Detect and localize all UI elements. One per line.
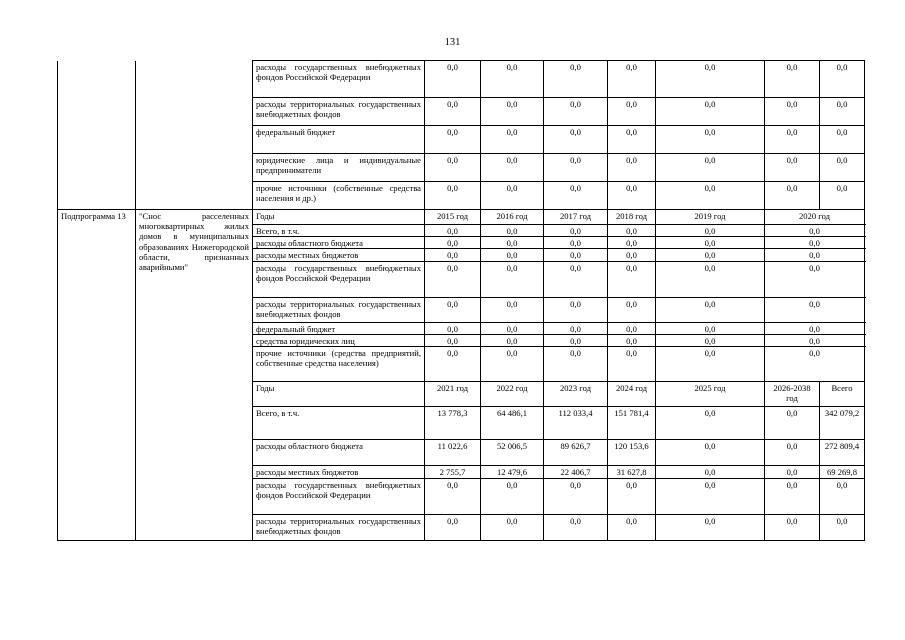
- value-cell: 0,0: [481, 334, 544, 346]
- value-cell: 0,0: [544, 154, 608, 182]
- value-cell: 0,0: [656, 261, 765, 297]
- value-cell: 0,0: [820, 61, 865, 98]
- row-label: расходы областного бюджета: [253, 440, 425, 466]
- year-header: 2020 год: [765, 210, 865, 225]
- value-cell: 0,0: [425, 322, 481, 334]
- value-cell: 0,0: [481, 515, 544, 541]
- empty-cell: [58, 98, 136, 126]
- value-cell: 11 022,6: [425, 440, 481, 466]
- row-label: средства юридических лиц: [253, 334, 425, 346]
- row-label: Всего, в т.ч.: [253, 225, 425, 237]
- value-cell: 0,0: [608, 479, 656, 515]
- value-cell: 0,0: [544, 322, 608, 334]
- page-number: 131: [444, 37, 461, 48]
- value-cell: 0,0: [608, 322, 656, 334]
- value-cell: 0,0: [544, 237, 608, 249]
- year-header: 2019 год: [656, 210, 765, 225]
- value-cell: 0,0: [481, 249, 544, 261]
- value-cell: 0,0: [608, 249, 656, 261]
- value-cell: 0,0: [765, 322, 865, 334]
- value-cell: 0,0: [425, 154, 481, 182]
- value-cell: 0,0: [481, 297, 544, 322]
- value-cell: 0,0: [765, 440, 820, 466]
- value-cell: 0,0: [425, 297, 481, 322]
- value-cell: 0,0: [608, 154, 656, 182]
- empty-cell: [136, 98, 253, 126]
- value-cell: 0,0: [820, 515, 865, 541]
- value-cell: 64 486,1: [481, 407, 544, 440]
- value-cell: 151 781,4: [608, 407, 656, 440]
- value-cell: 0,0: [608, 515, 656, 541]
- value-cell: 0,0: [425, 98, 481, 126]
- value-cell: 0,0: [656, 347, 765, 382]
- year-header: 2016 год: [481, 210, 544, 225]
- value-cell: 0,0: [765, 225, 865, 237]
- value-cell: 0,0: [656, 182, 765, 210]
- value-cell: 0,0: [481, 154, 544, 182]
- value-cell: 0,0: [544, 515, 608, 541]
- row-label: расходы государственных внебюджетных фондов Российской Федерации: [253, 261, 425, 297]
- value-cell: 0,0: [425, 261, 481, 297]
- value-cell: 0,0: [656, 237, 765, 249]
- table-row: [58, 182, 865, 210]
- value-cell: 0,0: [544, 479, 608, 515]
- value-cell: 0,0: [425, 334, 481, 346]
- empty-cell: [136, 61, 253, 98]
- value-cell: 0,0: [425, 515, 481, 541]
- value-cell: 0,0: [765, 261, 865, 297]
- row-label: расходы территориальных государственных внебюджетных фондов: [253, 98, 425, 126]
- value-cell: 0,0: [656, 98, 765, 126]
- value-cell: 0,0: [656, 322, 765, 334]
- value-cell: 0,0: [544, 225, 608, 237]
- years-header-label: Годы: [253, 210, 425, 225]
- year-header: 2023 год: [544, 382, 608, 407]
- value-cell: 0,0: [820, 126, 865, 154]
- value-cell: 0,0: [425, 126, 481, 154]
- value-cell: 0,0: [608, 237, 656, 249]
- row-label: расходы областного бюджета: [253, 237, 425, 249]
- value-cell: 0,0: [765, 479, 820, 515]
- year-header: 2024 год: [608, 382, 656, 407]
- value-cell: 0,0: [425, 61, 481, 98]
- empty-cell: [136, 182, 253, 210]
- value-cell: 0,0: [765, 237, 865, 249]
- value-cell: 13 778,3: [425, 407, 481, 440]
- value-cell: 0,0: [544, 249, 608, 261]
- years-header-label: Годы: [253, 382, 425, 407]
- value-cell: 0,0: [765, 347, 865, 382]
- value-cell: 272 809,4: [820, 440, 865, 466]
- value-cell: 0,0: [765, 515, 820, 541]
- row-label: федеральный бюджет: [253, 126, 425, 154]
- row-label: расходы местных бюджетов: [253, 249, 425, 261]
- value-cell: 0,0: [481, 261, 544, 297]
- value-cell: 0,0: [481, 347, 544, 382]
- value-cell: 0,0: [608, 61, 656, 98]
- year-header: 2018 год: [608, 210, 656, 225]
- table-row: [58, 210, 865, 225]
- value-cell: 0,0: [544, 98, 608, 126]
- subprogram-name: "Снос расселенных многоквартирных жилых домов в муниципальных образованиях Нижегородской области, признанных аварийными": [136, 210, 253, 541]
- value-cell: 12 479,6: [481, 466, 544, 479]
- budget-table: [57, 60, 865, 541]
- value-cell: 0,0: [820, 479, 865, 515]
- value-cell: 69 269,8: [820, 466, 865, 479]
- row-label: расходы территориальных государственных внебюджетных фондов: [253, 515, 425, 541]
- value-cell: 2 755,7: [425, 466, 481, 479]
- value-cell: 0,0: [481, 225, 544, 237]
- value-cell: 0,0: [425, 479, 481, 515]
- empty-cell: [136, 126, 253, 154]
- table-body: [58, 61, 865, 541]
- year-header: 2026-2038 год: [765, 382, 820, 407]
- year-header: 2021 год: [425, 382, 481, 407]
- value-cell: 0,0: [425, 225, 481, 237]
- row-label: федеральный бюджет: [253, 322, 425, 334]
- value-cell: 0,0: [765, 297, 865, 322]
- value-cell: 0,0: [481, 237, 544, 249]
- value-cell: 0,0: [544, 347, 608, 382]
- table-row: [58, 98, 865, 126]
- value-cell: 0,0: [656, 225, 765, 237]
- value-cell: 0,0: [765, 126, 820, 154]
- value-cell: 0,0: [820, 182, 865, 210]
- year-header: 2015 год: [425, 210, 481, 225]
- row-label: расходы местных бюджетов: [253, 466, 425, 479]
- empty-cell: [58, 61, 136, 98]
- value-cell: 0,0: [765, 249, 865, 261]
- value-cell: 342 079,2: [820, 407, 865, 440]
- value-cell: 0,0: [608, 126, 656, 154]
- year-header: 2017 год: [544, 210, 608, 225]
- value-cell: 112 033,4: [544, 407, 608, 440]
- row-label: расходы государственных внебюджетных фондов Российской Федерации: [253, 61, 425, 98]
- value-cell: 0,0: [608, 297, 656, 322]
- value-cell: 0,0: [544, 182, 608, 210]
- value-cell: 0,0: [765, 407, 820, 440]
- empty-cell: [58, 126, 136, 154]
- empty-cell: [58, 154, 136, 182]
- value-cell: 0,0: [481, 126, 544, 154]
- value-cell: 0,0: [656, 466, 765, 479]
- value-cell: 0,0: [481, 479, 544, 515]
- value-cell: 0,0: [608, 225, 656, 237]
- value-cell: 120 153,6: [608, 440, 656, 466]
- empty-cell: [58, 182, 136, 210]
- value-cell: 0,0: [608, 334, 656, 346]
- value-cell: 0,0: [481, 61, 544, 98]
- row-label: юридические лица и индивидуальные предприниматели: [253, 154, 425, 182]
- value-cell: 0,0: [765, 61, 820, 98]
- value-cell: 0,0: [765, 334, 865, 346]
- value-cell: 0,0: [656, 515, 765, 541]
- value-cell: 0,0: [656, 440, 765, 466]
- subprogram-label: Подпрограмма 13: [58, 210, 136, 541]
- table-row: [58, 61, 865, 98]
- value-cell: 0,0: [425, 237, 481, 249]
- value-cell: 0,0: [656, 249, 765, 261]
- value-cell: 0,0: [481, 98, 544, 126]
- value-cell: 0,0: [425, 249, 481, 261]
- row-label: расходы территориальных государственных внебюджетных фондов: [253, 297, 425, 322]
- value-cell: 31 627,8: [608, 466, 656, 479]
- value-cell: 0,0: [544, 297, 608, 322]
- value-cell: 0,0: [608, 347, 656, 382]
- row-label: расходы государственных внебюджетных фондов Российской Федерации: [253, 479, 425, 515]
- table-row: [58, 154, 865, 182]
- year-header: 2025 год: [656, 382, 765, 407]
- value-cell: 0,0: [425, 182, 481, 210]
- year-header: Всего: [820, 382, 865, 407]
- value-cell: 89 626,7: [544, 440, 608, 466]
- empty-cell: [136, 154, 253, 182]
- value-cell: 0,0: [608, 182, 656, 210]
- year-header: 2022 год: [481, 382, 544, 407]
- value-cell: 0,0: [765, 154, 820, 182]
- value-cell: 0,0: [544, 261, 608, 297]
- value-cell: 0,0: [544, 126, 608, 154]
- value-cell: 0,0: [656, 61, 765, 98]
- value-cell: 0,0: [656, 407, 765, 440]
- value-cell: 0,0: [481, 182, 544, 210]
- value-cell: 0,0: [820, 98, 865, 126]
- value-cell: 0,0: [544, 334, 608, 346]
- value-cell: 0,0: [544, 61, 608, 98]
- value-cell: 0,0: [481, 322, 544, 334]
- row-label: прочие источники (собственные средства населения и др.): [253, 182, 425, 210]
- value-cell: 0,0: [608, 98, 656, 126]
- value-cell: 0,0: [656, 126, 765, 154]
- value-cell: 0,0: [656, 479, 765, 515]
- value-cell: 0,0: [656, 297, 765, 322]
- value-cell: 0,0: [765, 466, 820, 479]
- value-cell: 0,0: [608, 261, 656, 297]
- value-cell: 0,0: [656, 334, 765, 346]
- value-cell: 22 406,7: [544, 466, 608, 479]
- row-label: прочие источники (средства предприятий, собственные средства населения): [253, 347, 425, 382]
- value-cell: 0,0: [656, 154, 765, 182]
- value-cell: 0,0: [765, 182, 820, 210]
- value-cell: 0,0: [820, 154, 865, 182]
- value-cell: 0,0: [425, 347, 481, 382]
- value-cell: 52 006,5: [481, 440, 544, 466]
- value-cell: 0,0: [765, 98, 820, 126]
- table-row: [58, 126, 865, 154]
- row-label: Всего, в т.ч.: [253, 407, 425, 440]
